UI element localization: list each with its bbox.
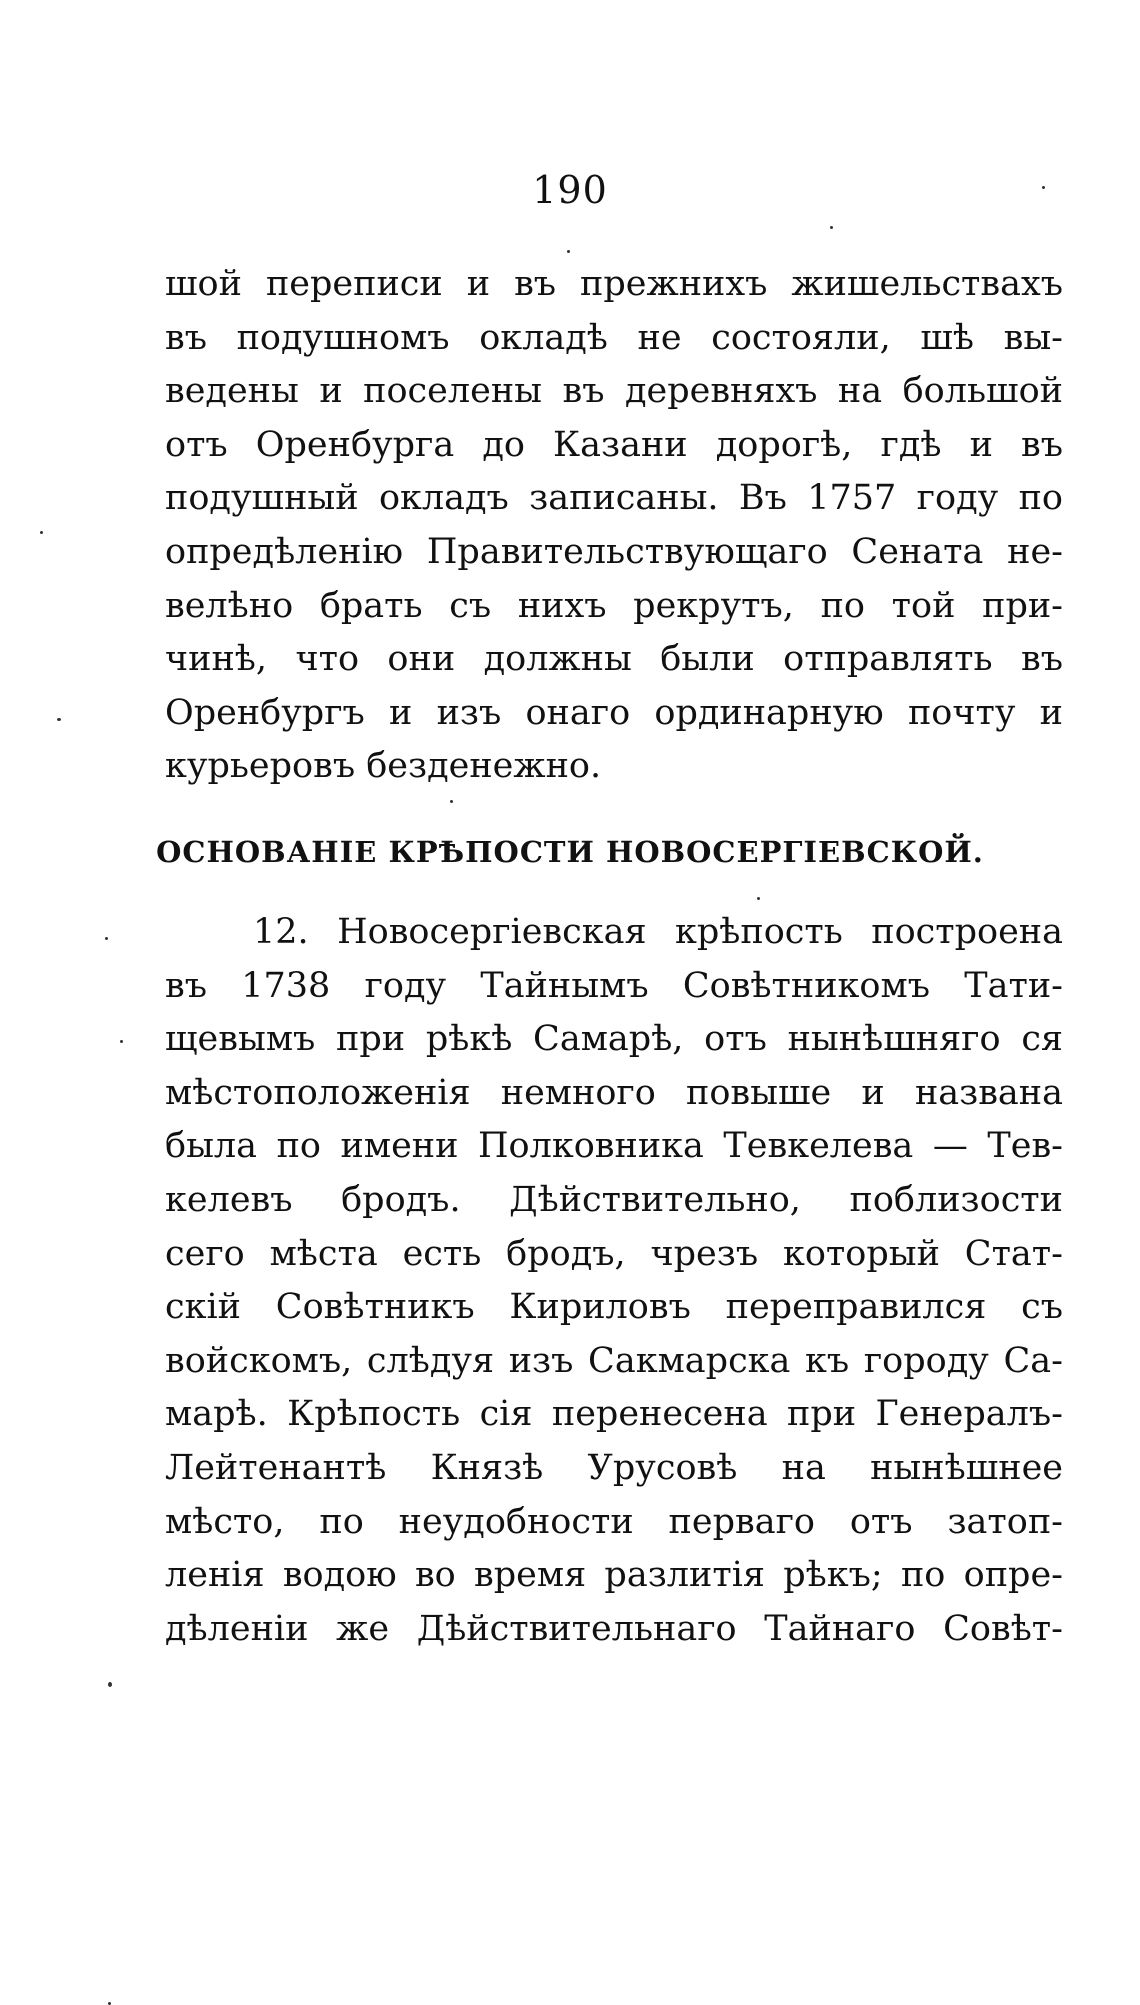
scan-speck <box>450 800 453 803</box>
scan-speck <box>40 531 43 534</box>
scan-speck <box>1042 186 1045 189</box>
text-line: велѣно брать съ нихъ рекрутъ, по той при- <box>165 585 1063 626</box>
text-line: въ подушномъ окладѣ не состояли, шѣ вы- <box>165 317 1063 358</box>
text-line: войскомъ, слѣдуя изъ Сакмарска къ городу Са- <box>165 1340 1063 1381</box>
text-line: чинѣ, что они должны были отправлять въ <box>165 639 1063 680</box>
paragraph-continued <box>165 258 1063 794</box>
text-line: марѣ. Крѣпость сія перенесена при Генералъ- <box>165 1394 1063 1435</box>
text-line: мѣстоположенія немного повыше и названа <box>165 1072 1063 1113</box>
scan-speck <box>830 226 833 229</box>
text-line: отъ Оренбурга до Казани дорогѣ, гдѣ и въ <box>165 424 1063 465</box>
text-line: Оренбургъ и изъ онаго ординарную почту и <box>165 692 1063 733</box>
scan-speck <box>108 1682 112 1687</box>
text-line: келевъ бродъ. Дѣйствительно, поблизости <box>165 1179 1063 1220</box>
text-line: ведены и поселены въ деревняхъ на большой <box>165 371 1063 412</box>
text-line: щевымъ при рѣкѣ Самарѣ, отъ нынѣшняго ся <box>165 1019 1063 1060</box>
scan-speck <box>105 937 108 940</box>
text-line: опредѣленію Правительствующаго Сената не- <box>165 531 1063 572</box>
text-line: сего мѣста есть бродъ, чрезъ который Стат- <box>165 1233 1063 1274</box>
text-line: шой переписи и въ прежнихъ жишельствахъ <box>165 264 1063 304</box>
text-line: мѣсто, по неудобности перваго отъ затоп- <box>165 1501 1063 1542</box>
text-line: скій Совѣтникъ Кириловъ переправился съ <box>165 1287 1063 1328</box>
paragraph-12 <box>165 906 1063 1656</box>
text-line: въ 1738 году Тайнымъ Совѣтникомъ Тати- <box>165 965 1063 1006</box>
text-line: 12. Новосергіевская крѣпость построена <box>253 912 1063 952</box>
page-number: 190 <box>532 168 608 212</box>
text-line: подушный окладъ записаны. Въ 1757 году по <box>165 478 1063 519</box>
text-line: ленія водою во время разлитія рѣкъ; по опре- <box>165 1555 1063 1596</box>
text-line: дѣленіи же Дѣйствительнаго Тайнаго Совѣт- <box>165 1608 1063 1649</box>
scan-speck <box>757 897 760 900</box>
text-line: курьеровъ безденежно. <box>165 746 602 787</box>
scan-speck <box>57 718 61 721</box>
section-heading: ОСНОВАНІЕ КРѢПОСТИ НОВОСЕРГІЕВСКОЙ. <box>156 835 984 869</box>
text-line: Лейтенантѣ Князѣ Урусовѣ на нынѣшнее <box>165 1447 1063 1488</box>
scan-speck <box>567 250 570 253</box>
text-line: была по имени Полковника Тевкелева — Тев- <box>165 1126 1063 1167</box>
scan-speck <box>120 1040 123 1043</box>
